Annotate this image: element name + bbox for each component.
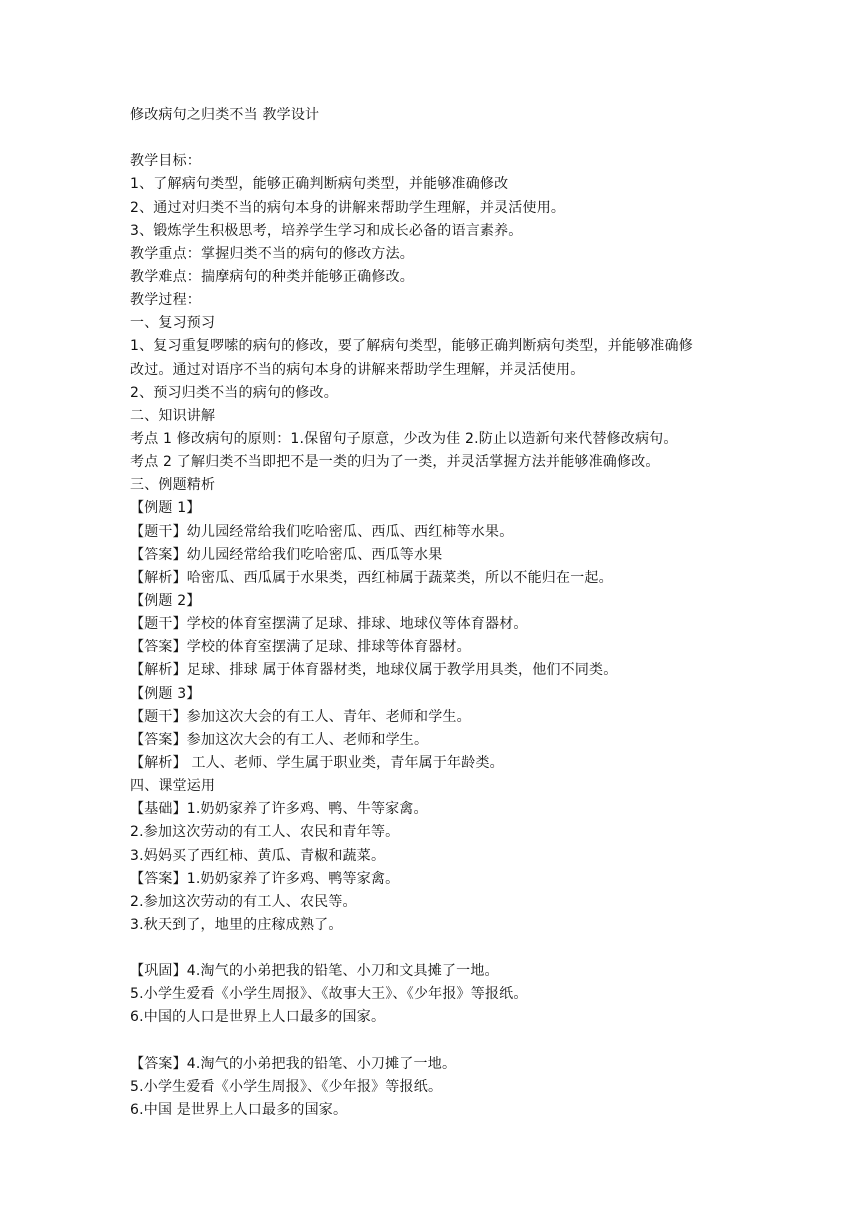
- example-stem: 【题干】学校的体育室摆满了足球、排球、地球仪等体育器材。: [130, 616, 528, 633]
- spacer: [130, 1030, 750, 1053]
- exercise-line: 3.妈妈买了西红柿、黄瓜、青椒和蔬菜。: [130, 847, 386, 864]
- example-analysis: 【解析】 工人、老师、学生属于职业类，青年属于年龄类。: [130, 754, 504, 771]
- goal-item: 3、锻炼学生积极思考，培养学生学习和成长必备的语言素养。: [130, 222, 523, 239]
- answer-line: 2.参加这次劳动的有工人、农民等。: [130, 893, 357, 910]
- section-heading: 三、例题精析: [130, 477, 216, 494]
- paragraph-line: 1、复习重复啰嗦的病句的修改，要了解病句类型，能够正确判断病句类型，并能够准确修: [130, 338, 693, 355]
- example-answer: 【答案】学校的体育室摆满了足球、排球等体育器材。: [130, 639, 471, 656]
- answer-line: 6.中国 是世界上人口最多的国家。: [130, 1102, 348, 1119]
- exercise-line: 【巩固】4.淘气的小弟把我的铅笔、小刀和文具摊了一地。: [130, 963, 499, 980]
- spacer: [130, 127, 750, 150]
- example-stem: 【题干】参加这次大会的有工人、青年、老师和学生。: [130, 708, 471, 725]
- section-heading: 二、知识讲解: [130, 407, 216, 424]
- section-heading: 一、复习预习: [130, 315, 216, 332]
- answer-line: 3.秋天到了，地里的庄稼成熟了。: [130, 916, 343, 933]
- example-stem: 【题干】幼儿园经常给我们吃哈密瓜、西瓜、西红柿等水果。: [130, 523, 514, 540]
- exercise-line: 【基础】1.奶奶家养了许多鸡、鸭、牛等家禽。: [130, 801, 428, 818]
- key-point: 教学重点：掌握归类不当的病句的修改方法。: [130, 245, 414, 262]
- document-body: [130, 104, 750, 1122]
- example-label: 【例题 1】: [130, 500, 201, 517]
- example-analysis: 【解析】哈密瓜、西瓜属于水果类，西红柿属于蔬菜类，所以不能归在一起。: [130, 569, 613, 586]
- example-label: 【例题 2】: [130, 592, 201, 609]
- goals-heading: 教学目标：: [130, 153, 201, 170]
- document-title: 修改病句之归类不当 教学设计: [130, 107, 320, 123]
- paragraph-line: 2、预习归类不当的病句的修改。: [130, 384, 338, 401]
- key-point-line: 考点 2 了解归类不当即把不是一类的归为了一类，并灵活掌握方法并能够准确修改。: [130, 454, 660, 471]
- answer-line: 【答案】1.奶奶家养了许多鸡、鸭等家禽。: [130, 870, 400, 887]
- spacer: [130, 937, 750, 960]
- answer-line: 【答案】4.淘气的小弟把我的铅笔、小刀摊了一地。: [130, 1055, 457, 1072]
- example-answer: 【答案】幼儿园经常给我们吃哈密瓜、西瓜等水果: [130, 546, 443, 563]
- section-heading: 四、课堂运用: [130, 778, 216, 795]
- difficult-point: 教学难点：揣摩病句的种类并能够正确修改。: [130, 268, 414, 285]
- example-analysis: 【解析】足球、排球 属于体育器材类，地球仪属于教学用具类，他们不同类。: [130, 662, 618, 679]
- exercise-line: 5.小学生爱看《小学生周报》、《故事大王》、《少年报》等报纸。: [130, 986, 528, 1003]
- example-answer: 【答案】参加这次大会的有工人、老师和学生。: [130, 731, 429, 748]
- exercise-line: 6.中国的人口是世界上人口最多的国家。: [130, 1009, 386, 1026]
- answer-line: 5.小学生爱看《小学生周报》、《少年报》等报纸。: [130, 1078, 443, 1095]
- exercise-line: 2.参加这次劳动的有工人、农民和青年等。: [130, 824, 400, 841]
- goal-item: 2、通过对归类不当的病句本身的讲解来帮助学生理解，并灵活使用。: [130, 199, 566, 216]
- goal-item: 1、了解病句类型，能够正确判断病句类型，并能够准确修改: [130, 176, 509, 193]
- example-label: 【例题 3】: [130, 685, 201, 702]
- paragraph-line: 改过。通过对语序不当的病句本身的讲解来帮助学生理解，并灵活使用。: [130, 361, 585, 378]
- key-point-line: 考点 1 修改病句的原则：1.保留句子原意，少改为佳 2.防止以造新句来代替修改病句。: [130, 430, 678, 447]
- process-heading: 教学过程：: [130, 292, 201, 309]
